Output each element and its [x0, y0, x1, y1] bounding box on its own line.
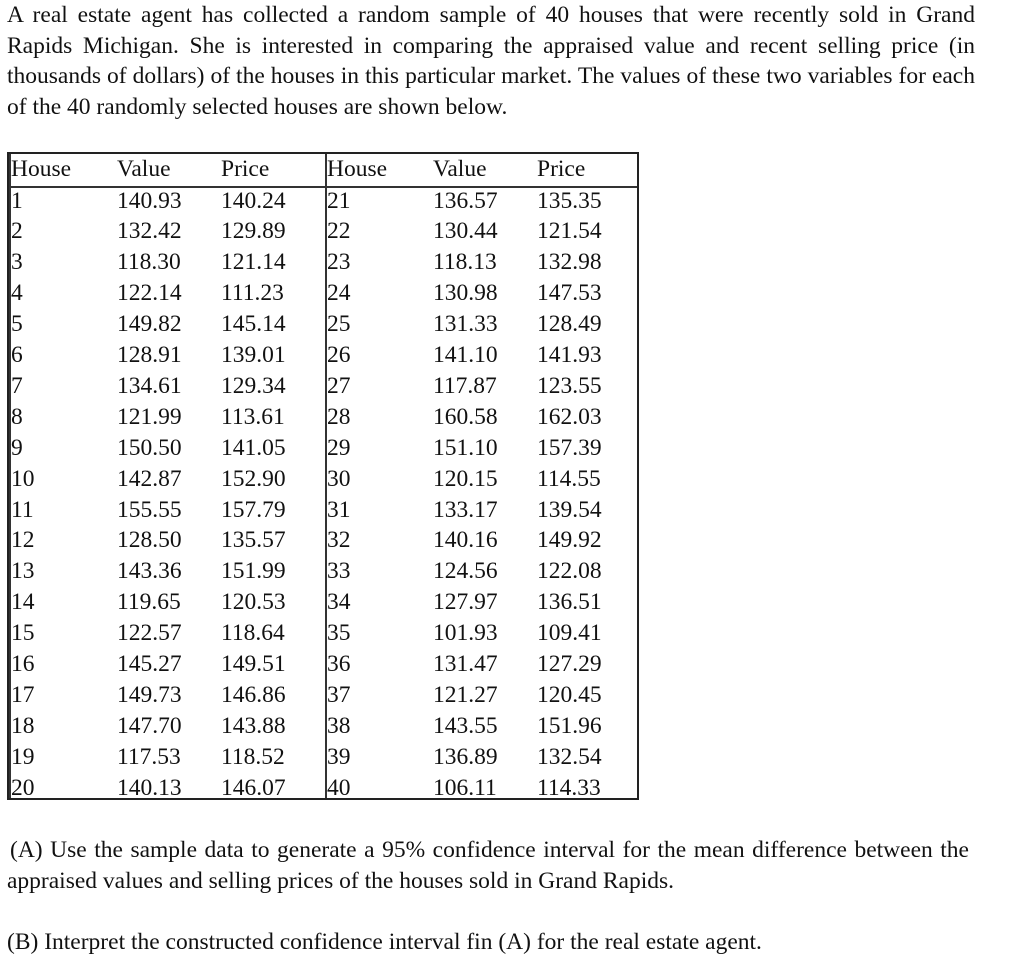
cell-house-1: 6	[11, 342, 23, 368]
cell-house-1: 14	[11, 589, 35, 616]
cell-value-1: 143.36	[117, 558, 182, 585]
cell-value-1: 149.82	[117, 311, 182, 338]
cell-value-1: 118.30	[117, 249, 181, 276]
cell-house-2: 34	[327, 589, 351, 616]
table-row	[9, 680, 637, 711]
cell-price-1: 152.90	[221, 465, 286, 492]
cell-house-2: 22	[327, 218, 351, 245]
cell-value-2: 131.47	[433, 651, 498, 677]
cell-house-2: 25	[327, 311, 351, 338]
cell-price-2: 132.98	[537, 249, 602, 276]
cell-price-2: 162.03	[537, 403, 602, 430]
cell-price-2: 122.08	[537, 558, 602, 585]
cell-house-1: 4	[11, 280, 23, 307]
cell-house-2: 37	[327, 681, 351, 708]
cell-price-1: 121.14	[221, 249, 286, 276]
cell-value-1: 134.61	[117, 372, 182, 399]
cell-price-2: 132.54	[537, 743, 602, 770]
cell-house-1: 10	[11, 465, 35, 492]
cell-price-1: 141.05	[221, 434, 286, 461]
cell-house-1: 17	[11, 681, 35, 708]
table-row	[9, 773, 637, 804]
question-b	[7, 927, 969, 958]
cell-house-2: 30	[327, 465, 351, 492]
data-table	[7, 152, 639, 800]
cell-house-1: 3	[11, 249, 23, 276]
cell-price-2: 114.55	[537, 465, 601, 492]
cell-value-2: 106.11	[433, 774, 497, 801]
cell-value-1: 140.93	[117, 187, 182, 214]
cell-value-1: 149.73	[117, 681, 182, 708]
cell-price-2: 147.53	[537, 280, 602, 307]
cell-house-2: 27	[327, 372, 351, 399]
table-row	[9, 525, 637, 556]
cell-value-1: 150.50	[117, 434, 182, 461]
cell-house-1: 9	[11, 434, 23, 461]
cell-price-1: 118.64	[221, 620, 285, 647]
table-row	[9, 495, 637, 526]
table-row	[9, 402, 637, 433]
header-price-1: Price	[221, 156, 270, 182]
cell-value-1: 132.42	[117, 218, 182, 245]
table-header-row	[9, 154, 637, 185]
cell-value-1: 155.55	[117, 496, 182, 523]
cell-house-2: 40	[327, 774, 351, 801]
cell-price-1: 113.61	[221, 403, 285, 430]
cell-price-1: 140.24	[221, 187, 286, 214]
table-row	[9, 618, 637, 649]
table-row	[9, 742, 637, 773]
cell-house-2: 31	[327, 496, 351, 523]
cell-price-2: 120.45	[537, 681, 602, 708]
cell-house-1: 18	[11, 712, 35, 739]
cell-house-2: 26	[327, 342, 351, 368]
cell-value-1: 142.87	[117, 465, 182, 492]
table-row	[9, 711, 637, 742]
cell-value-2: 140.16	[433, 527, 498, 554]
cell-value-2: 130.44	[433, 218, 498, 245]
cell-value-1: 145.27	[117, 651, 182, 677]
cell-house-2: 32	[327, 527, 351, 554]
cell-house-2: 28	[327, 403, 351, 430]
cell-price-2: 127.29	[537, 651, 602, 677]
table-row	[9, 433, 637, 464]
table-row	[9, 247, 637, 278]
cell-price-1: 146.07	[221, 774, 286, 801]
table-row	[9, 371, 637, 402]
cell-value-2: 151.10	[433, 434, 498, 461]
cell-price-1: 135.57	[221, 527, 286, 554]
header-value-2: Value	[433, 156, 487, 182]
cell-price-2: 157.39	[537, 434, 602, 461]
cell-value-2: 160.58	[433, 403, 498, 430]
cell-price-1: 146.86	[221, 681, 286, 708]
cell-value-2: 101.93	[433, 620, 498, 647]
cell-value-1: 122.57	[117, 620, 182, 647]
question-a	[7, 835, 969, 897]
cell-house-2: 21	[327, 187, 351, 214]
cell-price-1: 118.52	[221, 743, 285, 770]
cell-house-1: 19	[11, 743, 35, 770]
cell-house-2: 36	[327, 651, 351, 677]
cell-value-2: 121.27	[433, 681, 498, 708]
cell-house-2: 35	[327, 620, 351, 647]
cell-house-2: 24	[327, 280, 351, 307]
cell-value-2: 124.56	[433, 558, 498, 585]
cell-price-1: 139.01	[221, 342, 286, 368]
header-house-2: House	[327, 156, 388, 182]
cell-house-1: 13	[11, 558, 35, 585]
cell-house-1: 1	[11, 187, 23, 214]
cell-price-2: 123.55	[537, 372, 602, 399]
header-house-1: House	[11, 156, 72, 182]
cell-value-1: 117.53	[117, 743, 181, 770]
cell-value-2: 131.33	[433, 311, 498, 338]
cell-house-2: 33	[327, 558, 351, 585]
cell-value-2: 136.57	[433, 187, 498, 214]
cell-price-1: 143.88	[221, 712, 286, 739]
cell-value-1: 140.13	[117, 774, 182, 801]
table-row	[9, 649, 637, 680]
table-row	[9, 216, 637, 247]
cell-value-2: 118.13	[433, 249, 497, 276]
cell-value-2: 136.89	[433, 743, 498, 770]
question-a-text: (A) Use the sample data to generate a 95% confidence interval for the mean difference between the appraised values and selling prices of the houses sold in Grand Rapids.	[7, 837, 969, 894]
table-row	[9, 340, 637, 371]
cell-price-2: 114.33	[537, 774, 601, 801]
cell-value-2: 120.15	[433, 465, 498, 492]
cell-house-1: 11	[11, 496, 34, 523]
table-row	[9, 556, 637, 587]
cell-value-2: 141.10	[433, 342, 498, 368]
cell-price-1: 129.34	[221, 372, 286, 399]
cell-value-1: 128.91	[117, 342, 182, 368]
cell-house-2: 39	[327, 743, 351, 770]
cell-house-2: 29	[327, 434, 351, 461]
cell-value-2: 127.97	[433, 589, 498, 616]
table-row	[9, 309, 637, 340]
cell-value-1: 147.70	[117, 712, 182, 739]
cell-house-1: 20	[11, 774, 35, 801]
cell-price-2: 136.51	[537, 589, 602, 616]
table-row	[9, 278, 637, 309]
cell-house-1: 5	[11, 311, 23, 338]
cell-house-2: 38	[327, 712, 351, 739]
header-value-1: Value	[117, 156, 171, 182]
table-row	[9, 186, 637, 217]
cell-price-2: 121.54	[537, 218, 602, 245]
cell-house-1: 16	[11, 651, 35, 677]
cell-house-2: 23	[327, 249, 351, 276]
cell-price-2: 128.49	[537, 311, 602, 338]
problem-intro	[7, 0, 975, 122]
cell-price-1: 120.53	[221, 589, 286, 616]
cell-value-2: 143.55	[433, 712, 498, 739]
header-price-2: Price	[537, 156, 586, 182]
cell-house-1: 12	[11, 527, 35, 554]
cell-price-1: 149.51	[221, 651, 286, 677]
cell-house-1: 2	[11, 218, 23, 245]
cell-value-1: 128.50	[117, 527, 182, 554]
cell-house-1: 7	[11, 372, 23, 399]
cell-value-1: 121.99	[117, 403, 182, 430]
cell-price-1: 157.79	[221, 496, 286, 523]
cell-price-2: 149.92	[537, 527, 602, 554]
cell-price-2: 141.93	[537, 342, 602, 368]
cell-value-2: 133.17	[433, 496, 498, 523]
cell-house-1: 8	[11, 403, 23, 430]
cell-house-1: 15	[11, 620, 35, 647]
cell-price-1: 151.99	[221, 558, 286, 585]
table-row	[9, 587, 637, 618]
cell-value-2: 130.98	[433, 280, 498, 307]
cell-price-2: 135.35	[537, 187, 602, 214]
cell-price-2: 151.96	[537, 712, 602, 739]
cell-price-2: 139.54	[537, 496, 602, 523]
cell-price-1: 111.23	[221, 280, 284, 307]
intro-text: A real estate agent has collected a random sample of 40 houses that were recently sold in Grand Rapids Michigan. She is interested in comparing the appraised value and recent selling price (in thousands of dollars) of the houses in this particular market. The values of these two variables for each of the 40 randomly selected houses are shown below.	[7, 2, 975, 120]
cell-price-2: 109.41	[537, 620, 602, 647]
cell-value-1: 122.14	[117, 280, 182, 307]
question-b-text: (B) Interpret the constructed confidence interval fin (A) for the real estate agent.	[7, 929, 762, 955]
cell-value-2: 117.87	[433, 372, 497, 399]
cell-price-1: 129.89	[221, 218, 286, 245]
cell-price-1: 145.14	[221, 311, 286, 338]
table-row	[9, 464, 637, 495]
cell-value-1: 119.65	[117, 589, 181, 616]
